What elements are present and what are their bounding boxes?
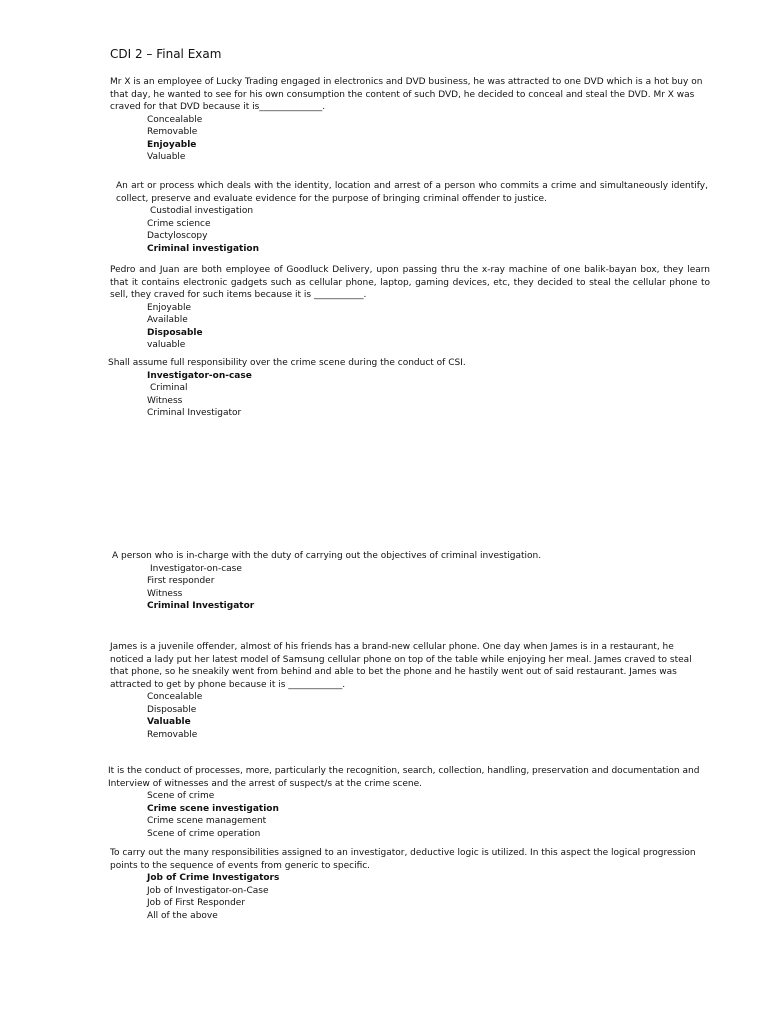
question-stem: An art or process which deals with the identity, location and arrest of a person who commits a crime and simultaneously identify, collect, preserve and evaluate evidence for the purpose of bringing criminal offender to justice. <box>116 181 708 204</box>
answer-option: Witness <box>147 395 183 406</box>
question-5 <box>112 550 712 613</box>
answer-option: Concealable <box>147 114 203 125</box>
answer-option: Crime scene management <box>147 816 267 826</box>
answer-option-bold: Enjoyable <box>147 139 197 150</box>
answer-option: Crime science <box>147 218 211 229</box>
answer-option-bold: Job of Crime Investigators <box>147 873 280 883</box>
question-8 <box>110 847 714 922</box>
answer-option: valuable <box>147 340 186 350</box>
question-stem: Mr X is an employee of Lucky Trading engaged in electronics and DVD business, he was attracted to one DVD which is a hot buy on that day, he wanted to see for his own consumption the content of such DVD, he decided to conceal and steal the DVD. Mr X was craved for that DVD because it is______________. <box>110 77 703 112</box>
answer-option: Dactyloscopy <box>147 231 208 241</box>
question-stem: James is a juvenile offender, almost of his friends has a brand-new cellular phone. One day when James is in a restaurant, he noticed a lady put her latest model of Samsung cellular phone on top of the table while enjoying her meal. James craved to steal that phone, so he sneakily went from behind and able to bet the phone and he hastily went out of said restaurant. James was attracted to get by phone because it is ____________. <box>110 642 692 690</box>
question-stem: A person who is in-charge with the duty of carrying out the objectives of criminal investigation. <box>112 551 542 561</box>
answer-option-bold: Crime scene investigation <box>147 803 279 814</box>
answer-option: Job of Investigator-on-Case <box>147 885 269 896</box>
answer-options <box>108 790 712 840</box>
answer-option-bold: Criminal Investigator <box>147 601 255 611</box>
answer-options <box>110 302 710 352</box>
answer-option-bold: Criminal investigation <box>147 243 259 254</box>
answer-option: Concealable <box>147 692 203 702</box>
answer-option: Removable <box>147 127 198 137</box>
answer-option: Removable <box>147 729 198 740</box>
answer-option-bold: Investigator-on-case <box>147 370 252 381</box>
answer-option-bold: Disposable <box>147 327 203 338</box>
answer-option: Valuable <box>147 152 186 162</box>
answer-option: Job of First Responder <box>147 898 246 908</box>
question-stem: To carry out the many responsibilities assigned to an investigator, deductive logic is utilized. In this aspect the logical progression points to the sequence of events from generic to specific. <box>110 848 696 871</box>
answer-option: All of the above <box>147 910 218 921</box>
answer-options <box>116 205 708 255</box>
answer-option: Investigator-on-case <box>150 563 242 574</box>
answer-option: First responder <box>147 576 215 586</box>
answer-option-bold: Valuable <box>147 717 191 727</box>
question-2 <box>116 180 708 255</box>
answer-option: Enjoyable <box>147 302 191 313</box>
answer-option: Witness <box>147 588 183 599</box>
question-7 <box>108 765 712 840</box>
question-4 <box>108 357 708 420</box>
answer-options <box>112 563 712 613</box>
answer-options <box>110 872 714 922</box>
answer-option: Criminal Investigator <box>147 408 242 418</box>
answer-option: Scene of crime operation <box>147 828 261 839</box>
answer-option: Available <box>147 315 188 325</box>
question-stem: Shall assume full responsibility over the crime scene during the conduct of CSI. <box>108 358 466 368</box>
answer-option: Scene of crime <box>147 791 215 801</box>
question-6 <box>110 641 710 741</box>
answer-options <box>110 691 710 741</box>
answer-option: Disposable <box>147 704 197 715</box>
answer-option: Custodial investigation <box>150 206 254 216</box>
question-1 <box>110 76 710 164</box>
answer-option: Criminal <box>150 383 188 393</box>
page-title: CDI 2 – Final Exam <box>110 47 222 61</box>
question-stem: It is the conduct of processes, more, particularly the recognition, search, collection, handling, preservation and documentation and Interview of witnesses and the arrest of suspect/s at the crime scene. <box>108 766 700 789</box>
question-3 <box>110 264 710 352</box>
answer-options <box>108 370 708 420</box>
question-stem: Pedro and Juan are both employee of Goodluck Delivery, upon passing thru the x-ray machine of one balik-bayan box, they learn that it contains electronic gadgets such as cellular phone, laptop, gaming devices, etc, they decided to steal the cellular phone to sell, they craved for such items because it is ___________. <box>110 265 710 300</box>
answer-options <box>110 114 710 164</box>
